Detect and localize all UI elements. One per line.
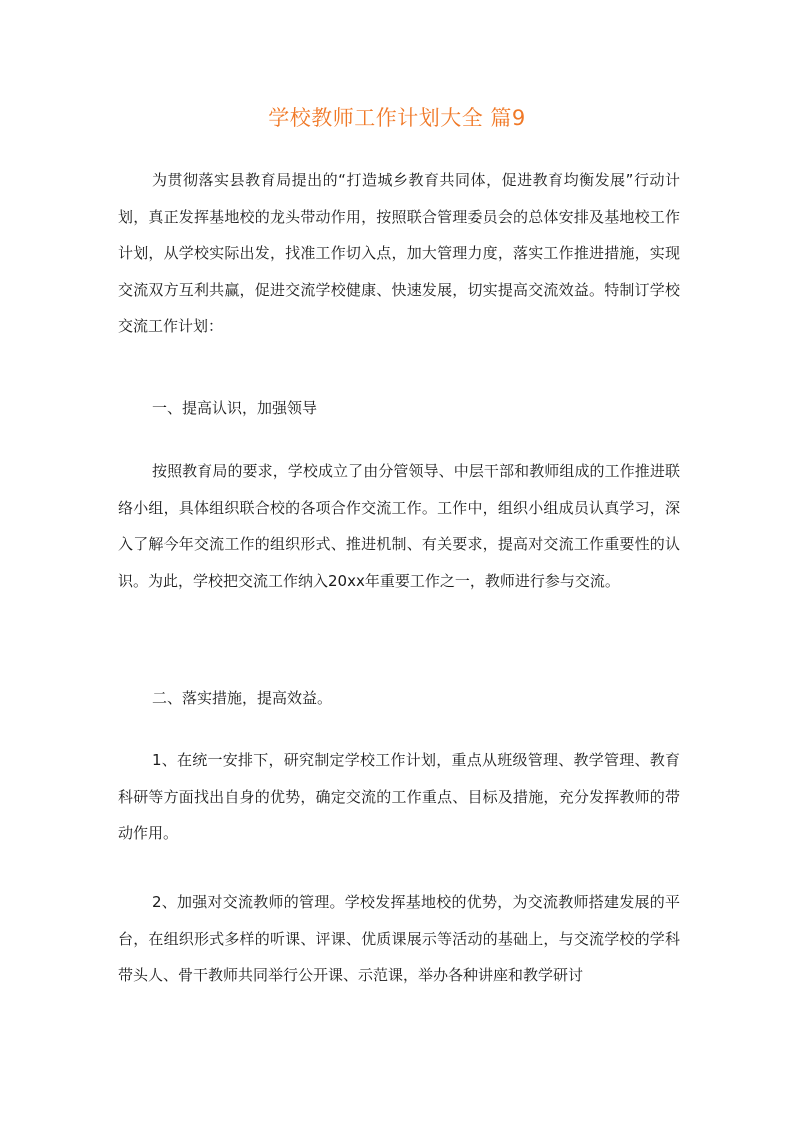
section-heading-1: 一、提高认识，加强领导 bbox=[152, 399, 318, 417]
section-heading-2: 二、落实措施，提高效益。 bbox=[152, 689, 333, 707]
paragraph-intro: 为贯彻落实县教育局提出的“打造城乡教育共同体，促进教育均衡发展”行动计划，真正发挥基地校的龙头带动作用，按照联合管理委员会的总体安排及基地校工作计划，从学校实际出发，找准工作切入点，加大管理力度，落实工作推进措施，实现交流双方互利共赢，促进交流学校健康、快速发展，切实提高交流效益。特制订学校交流工作计划： bbox=[118, 171, 680, 335]
paragraph-item-1: 1、在统一安排下，研究制定学校工作计划，重点从班级管理、教学管理、教育科研等方面找出自身的优势，确定交流的工作重点、目标及措施，充分发挥教师的带动作用。 bbox=[118, 751, 680, 842]
paragraph-item-2: 2、加强对交流教师的管理。学校发挥基地校的优势，为交流教师搭建发展的平台，在组织形式多样的听课、评课、优质课展示等活动的基础上，与交流学校的学科带头人、骨干教师共同举行公开课、示范课，举办各种讲座和教学研讨 bbox=[118, 893, 680, 984]
document-title: 学校教师工作计划大全 篇9 bbox=[268, 106, 526, 130]
paragraph-section-1: 按照教育局的要求，学校成立了由分管领导、中层干部和教师组成的工作推进联络小组，具体组织联合校的各项合作交流工作。工作中，组织小组成员认真学习，深入了解今年交流工作的组织形式、推进机制、有关要求，提高对交流工作重要性的认识。为此，学校把交流工作纳入20xx年重要工作之一，教师进行参与交流。 bbox=[118, 462, 680, 590]
